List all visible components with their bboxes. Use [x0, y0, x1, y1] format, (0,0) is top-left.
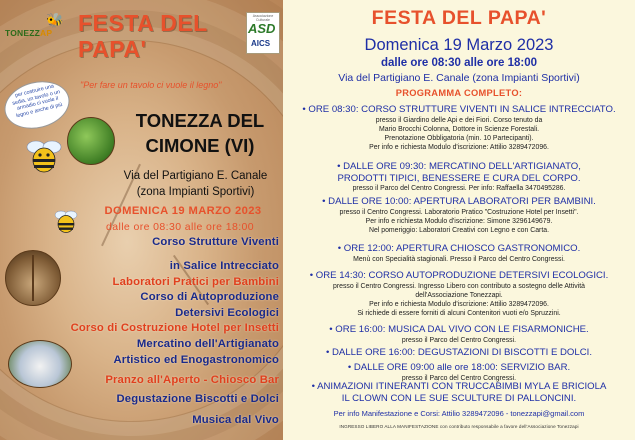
event-heading: • DALLE ORE 09:30: MERCATINO DELL'ARTIGIANATO, — [337, 161, 581, 172]
right-program-panel — [283, 0, 635, 440]
address-line1: Via del Partigiano E. Canale — [123, 170, 268, 182]
event-detail: presso il Parco del Centro Congressi. Per info: Raffaella 3470495286. — [352, 185, 566, 192]
tonezzapi-logo — [3, 12, 75, 40]
program-event — [287, 347, 631, 359]
small-bee-icon — [52, 208, 80, 234]
event-detail: presso il Giardino delle Api e dei Fiori. Corso tenuto da — [375, 116, 543, 124]
event-detail: dell'Associazione Tonezzapi. — [415, 291, 503, 299]
badge-aics-text: AICS — [251, 39, 271, 48]
left-title-line1: FESTA DEL — [78, 10, 208, 36]
speech-bubble-text: per costruire una sedia, un tavolo o un armadio ci vuole il legno e anche di più — [11, 83, 64, 120]
left-poster-panel — [0, 0, 283, 440]
contact-info: Per info Manifestazione e Corsi: Attilio 3289472096 - tonezzapi@gmail.com — [333, 409, 585, 418]
right-subtitle: Domenica 19 Marzo 2023 — [364, 36, 554, 54]
tagline: "Per fare un tavolo ci vuole il legno" — [80, 80, 222, 90]
bee-illustration-icon — [24, 138, 64, 174]
footer-note: INGRESSO LIBERO ALLA MANIFESTAZIONE con contributo responsabile a favore dell'Associazione Tonezzapi — [339, 424, 579, 429]
event-heading: • DALLE ORE 10:00: APERTURA LABORATORI PER BAMBINI. — [322, 196, 596, 207]
right-address: Via del Partigiano E. Canale (zona Impianti Sportivi) — [338, 72, 580, 84]
event-detail: presso il Centro Congressi. Laboratorio Pratico "Costruzione Hotel per Insetti". — [339, 208, 579, 216]
town-line2: CIMONE (VI) — [145, 135, 255, 156]
event-detail: Per info e richiesta Modulo d'iscrizione: Attilio 3289472096. — [369, 300, 549, 308]
activity-item: Musica dal Vivo — [192, 414, 279, 426]
willow-structure-photo — [5, 250, 61, 306]
event-heading: • ANIMAZIONI ITINERANTI CON TRUCCABIMBI MYLA E BRICIOLA — [311, 381, 607, 392]
town-line1: TONEZZA DEL — [135, 110, 265, 131]
program-event — [287, 381, 631, 404]
event-heading: • ORE 12:00: APERTURA CHIOSCO GASTRONOMICO. — [337, 243, 581, 254]
right-title: FESTA DEL PAPA' — [371, 7, 547, 29]
market-stalls-photo — [8, 340, 72, 388]
event-detail: presso il Centro Congressi. Ingresso Libero con contributo a sostegno delle Attività — [332, 282, 586, 290]
activity-item: Artistico ed Enogastronomico — [113, 354, 279, 366]
program-event — [287, 270, 631, 318]
left-title-line2: PAPA' — [78, 36, 147, 62]
activity-item: Pranzo all'Aperto - Chiosco Bar — [105, 374, 279, 386]
program-event — [287, 324, 631, 345]
activity-item: Corso di Autoproduzione — [140, 291, 279, 303]
event-heading-line2: IL CLOWN CON LE SUE SCULTURE DI PALLONCINI. — [341, 392, 577, 404]
activity-item: Corso di Costruzione Hotel per Insetti — [70, 322, 279, 334]
event-heading: • ORE 08:30: CORSO STRUTTURE VIVENTI IN SALICE INTRECCIATO. — [302, 104, 616, 115]
right-times: dalle ore 08:30 alle ore 18:00 — [381, 57, 537, 69]
event-heading: • DALLE ORE 16:00: DEGUSTAZIONI DI BISCOTTI E DOLCI. — [325, 347, 592, 358]
event-heading: • ORE 14:30: CORSO AUTOPRODUZIONE DETERSIVI ECOLOGICI. — [309, 270, 609, 281]
program-event — [287, 243, 631, 264]
left-date: DOMENICA 19 MARZO 2023 — [104, 205, 262, 217]
event-detail: Prenotazione Obbligatoria (min. 10 Partecipanti). — [384, 134, 534, 142]
left-address — [108, 168, 283, 200]
event-heading-line2: PRODOTTI TIPICI, BENESSERE E CURA DEL CORPO. — [337, 172, 581, 184]
program-heading: PROGRAMMA COMPLETO: — [395, 88, 523, 98]
event-detail: Per info e richiesta Modulo d'iscrizione: Simone 3296149679. — [365, 217, 553, 225]
town-name — [120, 108, 280, 158]
activity-item: Detersivi Ecologici — [175, 307, 279, 319]
event-heading: • DALLE ORE 09:00 alle ore 18:00: SERVIZIO BAR. — [347, 362, 571, 373]
bee-icon: 🐝 — [46, 12, 64, 28]
asd-aics-logo — [246, 12, 280, 54]
badge-small-text: Associazione Culturale — [252, 14, 274, 22]
event-detail: Mario Brocchi Colonna, Dottore in Scienze Forestali. — [378, 125, 540, 133]
tonezzapi-logo-text: TONEZZAP — [5, 28, 53, 38]
activity-item: Corso Strutture Viventi — [152, 236, 279, 248]
left-time: dalle ore 08:30 alle ore 18:00 — [105, 221, 255, 233]
meadow-photo — [67, 117, 115, 165]
activity-item: Laboratori Pratici per Bambini — [112, 276, 279, 288]
badge-asd-text: ASD — [248, 21, 276, 36]
left-title — [78, 10, 248, 62]
program-event — [287, 196, 631, 235]
activity-item: in Salice Intrecciato — [169, 260, 279, 272]
event-heading: • ORE 16:00: MUSICA DAL VIVO CON LE FISARMONICHE. — [329, 324, 589, 335]
event-detail: Per info e richiesta Modulo d'iscrizione: Attilio 3289472096. — [369, 143, 549, 151]
program-event — [287, 362, 631, 383]
event-detail: Nel pomeriggio: Laboratori Creativi con Legno e con Carta. — [368, 226, 550, 234]
program-event — [287, 161, 631, 193]
program-event — [287, 104, 631, 152]
event-detail: presso il Parco del Centro Congressi. — [401, 374, 517, 382]
activity-item: Degustazione Biscotti e Dolci — [116, 393, 279, 405]
address-line2: (zona Impianti Sportivi) — [136, 186, 255, 198]
event-detail: Si richiede di essere forniti di alcuni Contenitori vuoti e/o Spruzzini. — [357, 309, 561, 317]
activity-item: Mercatino dell'Artigianato — [136, 338, 279, 350]
event-detail: presso il Parco del Centro Congressi. — [401, 336, 517, 344]
event-detail: Menù con Specialità stagionali. Presso il Parco del Centro Congressi. — [353, 255, 565, 263]
